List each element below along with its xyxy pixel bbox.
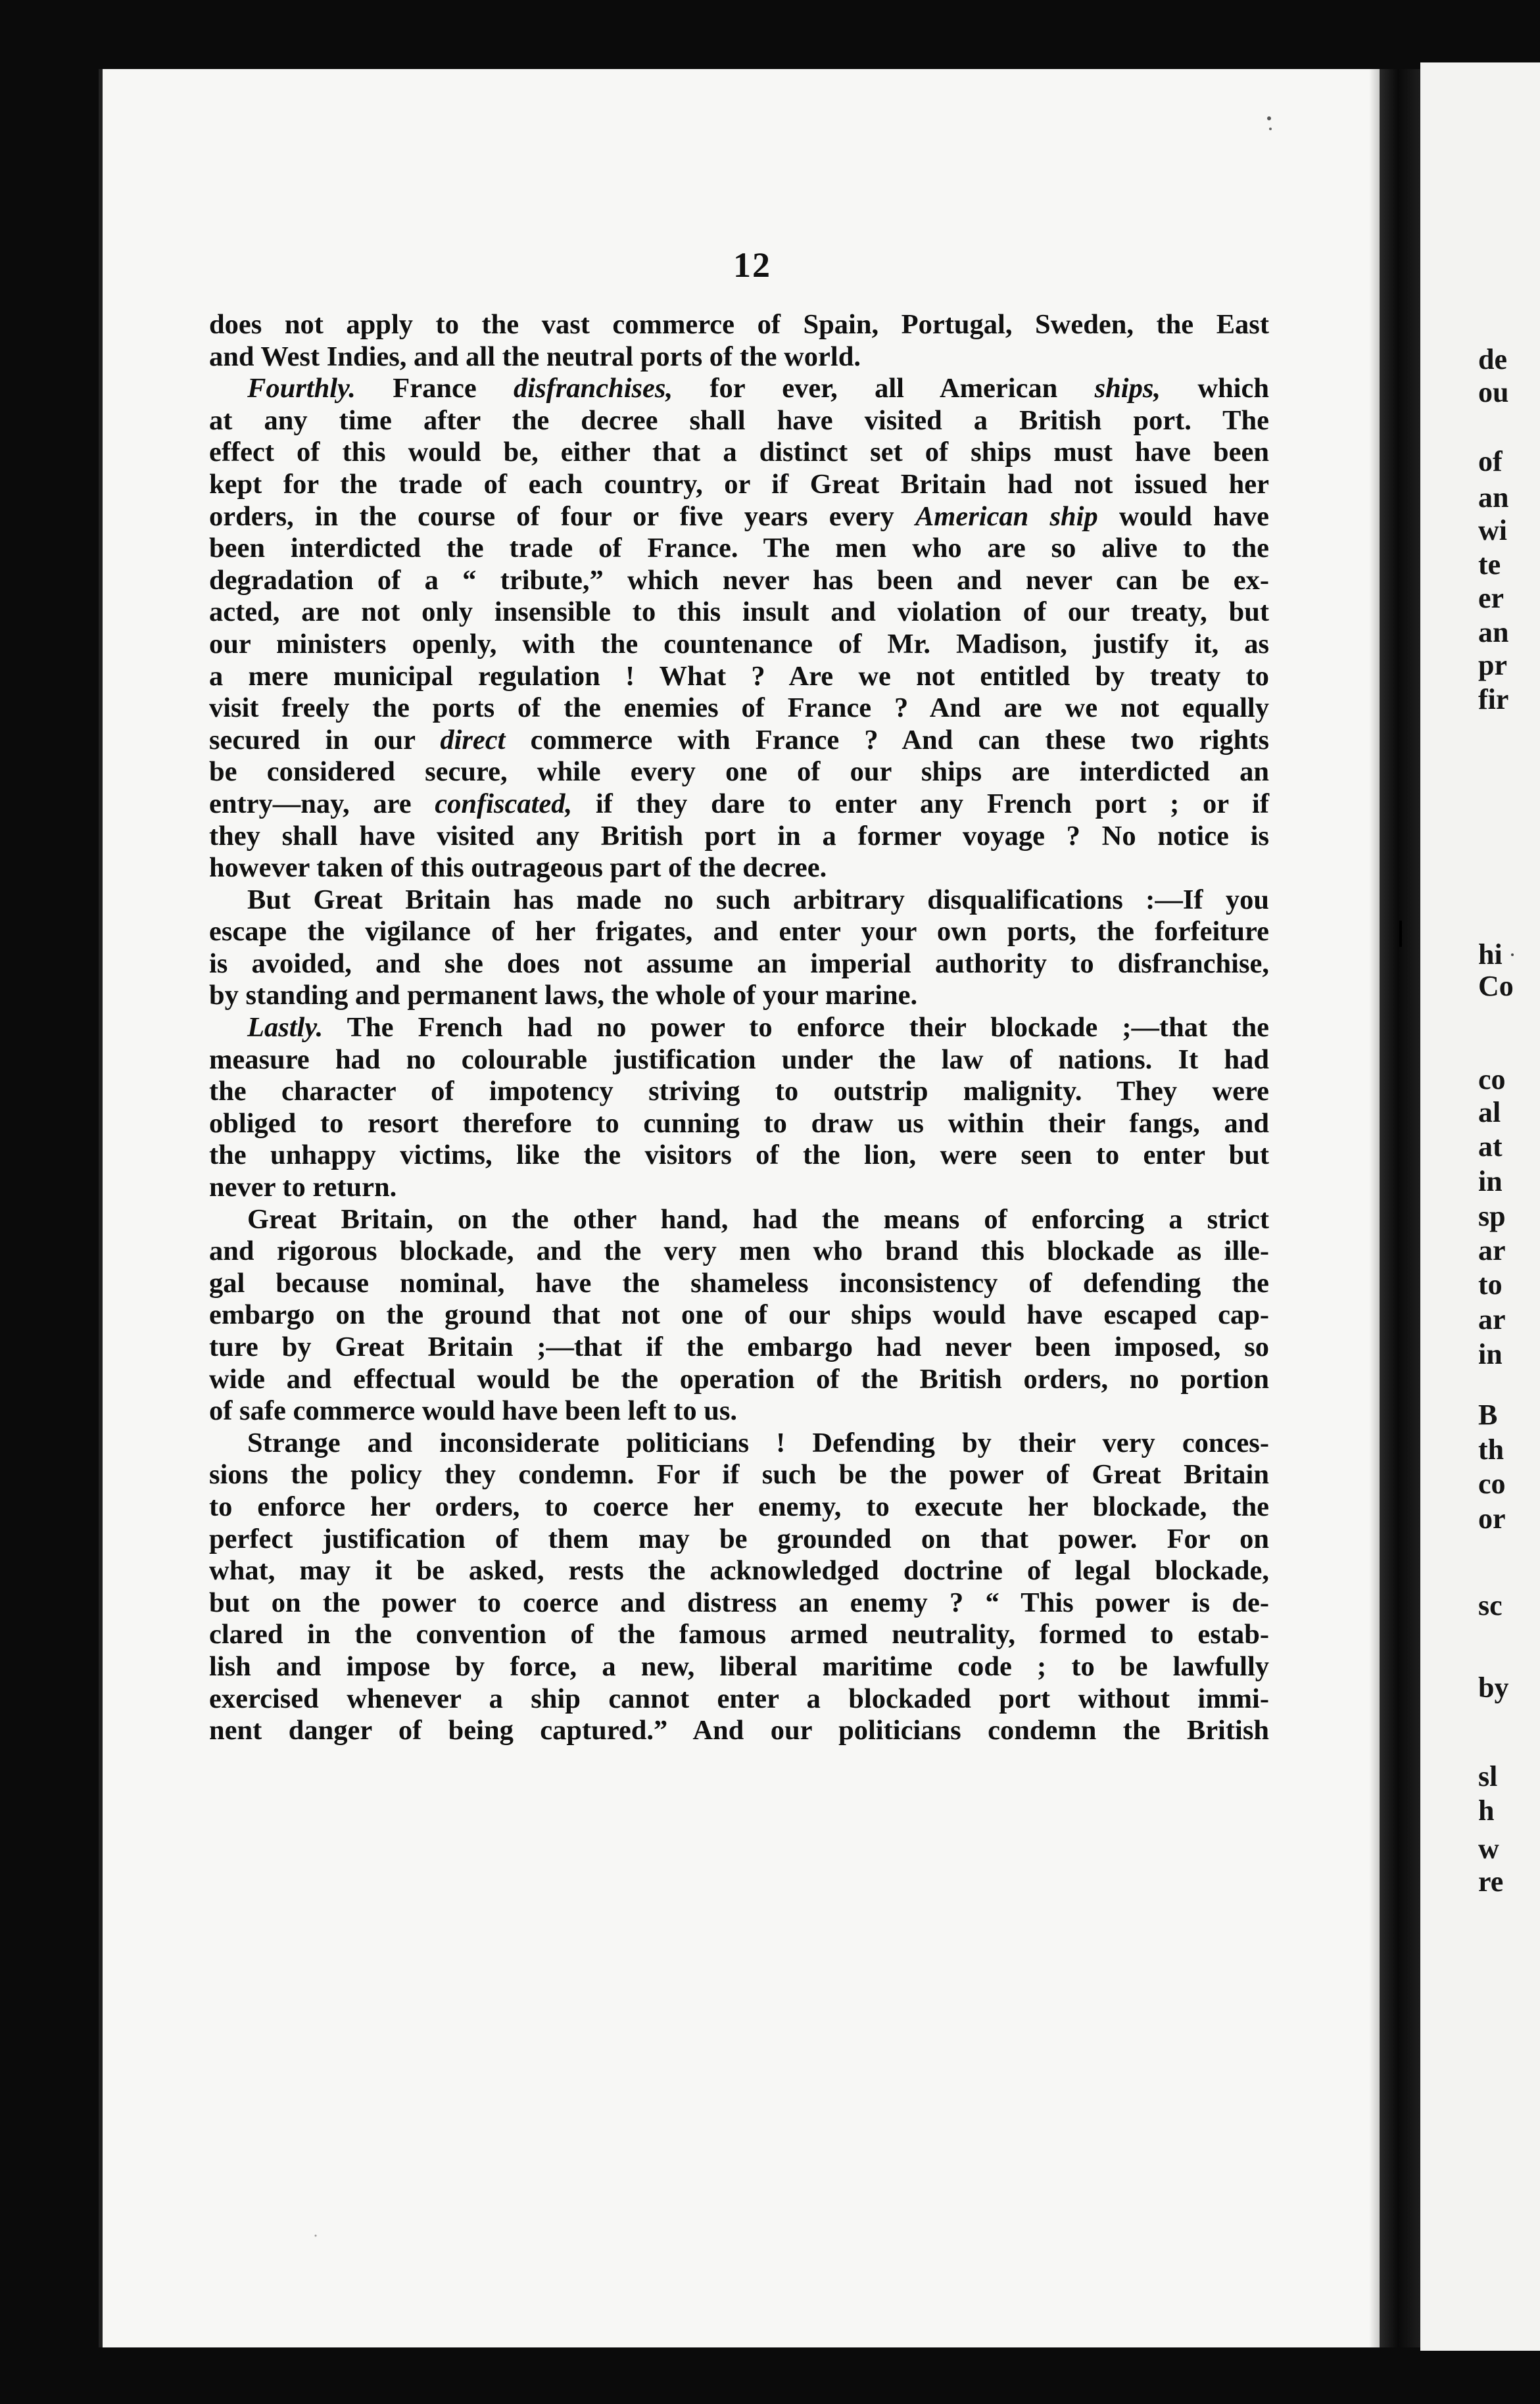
text-run: orders, in the course of four or five years every bbox=[209, 500, 915, 532]
facing-page-fragment: hi bbox=[1478, 938, 1503, 971]
facing-page-fragment: er bbox=[1478, 582, 1504, 614]
facing-page-fragment: sl bbox=[1478, 1760, 1498, 1792]
text-line bbox=[209, 1332, 1269, 1364]
text-run: secured in our bbox=[209, 724, 441, 756]
facing-page-fragment: h bbox=[1478, 1794, 1495, 1827]
text-line bbox=[209, 1140, 1269, 1172]
text-run: been interdicted the trade of France. The men who are so alive to the bbox=[209, 533, 1269, 564]
text-run: embargo on the ground that not one of our ships would have escaped cap- bbox=[209, 1299, 1269, 1331]
text-line bbox=[209, 565, 1269, 597]
text-line bbox=[209, 1459, 1269, 1491]
text-run: of safe commerce would have been left to us. bbox=[209, 1395, 738, 1427]
text-line bbox=[209, 1236, 1269, 1268]
text-run: but on the power to coerce and distress an enemy ? “ This power is de- bbox=[209, 1587, 1269, 1618]
text-run: ture by Great Britain ;—that if the embargo had never been imposed, so bbox=[209, 1332, 1269, 1362]
facing-page-fragment: at bbox=[1478, 1130, 1503, 1163]
text-run: the character of impotency striving to outstrip malignity. They were bbox=[209, 1076, 1269, 1107]
facing-page-fragment: an bbox=[1478, 616, 1509, 648]
facing-page-fragment: by bbox=[1478, 1671, 1509, 1704]
facing-page-fragment: fir bbox=[1478, 683, 1509, 715]
text-line bbox=[209, 341, 1269, 373]
text-line bbox=[209, 852, 1269, 884]
text-line bbox=[209, 1491, 1269, 1524]
text-run: France bbox=[355, 373, 514, 404]
facing-page-fragment: th bbox=[1478, 1433, 1504, 1466]
facing-page-fragment: ou bbox=[1478, 376, 1509, 408]
text-run: commerce with France ? And can these two rights bbox=[505, 724, 1269, 756]
text-line bbox=[209, 1651, 1269, 1683]
facing-page-fragment: pr bbox=[1478, 649, 1507, 681]
text-run: for ever, all American bbox=[673, 373, 1095, 404]
text-run: nent danger of being captured.” And our politicians condemn the British bbox=[209, 1715, 1269, 1746]
italic-text: disfranchises, bbox=[514, 373, 673, 404]
text-run: effect of this would be, either that a distinct set of ships must have been bbox=[209, 437, 1269, 468]
text-run: But Great Britain has made no such arbitrary disqualifications :—If you bbox=[247, 884, 1269, 915]
text-run: acted, are not only insensible to this insult and violation of our treaty, but bbox=[209, 596, 1269, 628]
text-run: sions the policy they condemn. For if such be the power of Great Britain bbox=[209, 1459, 1269, 1491]
text-run: and rigorous blockade, and the very men who brand this blockade as ille- bbox=[209, 1236, 1269, 1267]
text-line bbox=[209, 437, 1269, 469]
text-line bbox=[209, 1587, 1269, 1620]
text-line bbox=[209, 916, 1269, 948]
facing-page-fragment: co bbox=[1478, 1468, 1506, 1500]
text-run: would have bbox=[1097, 500, 1270, 532]
facing-page-fragment: Co bbox=[1478, 970, 1514, 1002]
text-line bbox=[209, 533, 1269, 565]
text-line bbox=[209, 1172, 1269, 1204]
facing-page-fragment: B bbox=[1478, 1399, 1498, 1431]
text-run: the unhappy victims, like the visitors of the lion, were seen to enter but bbox=[209, 1140, 1269, 1171]
facing-page-fragment: sc bbox=[1478, 1589, 1503, 1622]
text-run: lish and impose by force, a new, liberal maritime code ; to be lawfully bbox=[209, 1650, 1269, 1682]
text-line bbox=[209, 1044, 1269, 1076]
text-line bbox=[209, 373, 1269, 405]
text-line bbox=[209, 1395, 1269, 1428]
text-run: obliged to resort therefore to cunning to draw us within their fangs, and bbox=[209, 1107, 1269, 1139]
binding-gutter bbox=[1380, 69, 1420, 2347]
text-run: The French had no power to enforce their blockade ;—that the bbox=[323, 1012, 1269, 1044]
text-line bbox=[209, 501, 1269, 533]
text-line bbox=[209, 629, 1269, 661]
body-text bbox=[209, 309, 1269, 1747]
italic-text: American ship bbox=[915, 500, 1098, 532]
text-line bbox=[209, 1108, 1269, 1140]
text-run: measure had no colourable justification under the law of nations. It had bbox=[209, 1044, 1269, 1075]
text-line bbox=[209, 821, 1269, 853]
facing-page-fragment: ar bbox=[1478, 1234, 1506, 1266]
text-run: perfect justification of them may be grounded on that power. For on bbox=[209, 1523, 1269, 1554]
text-run: a mere municipal regulation ! What ? Are we not entitled by treaty to bbox=[209, 660, 1269, 692]
text-run: which bbox=[1161, 373, 1269, 404]
text-line bbox=[209, 1204, 1269, 1236]
text-run: gal because nominal, have the shameless inconsistency of defending the bbox=[209, 1267, 1269, 1299]
text-line bbox=[209, 788, 1269, 821]
text-line bbox=[209, 1012, 1269, 1044]
text-run: never to return. bbox=[209, 1172, 397, 1203]
facing-page-fragment: co bbox=[1478, 1063, 1506, 1095]
text-run: escape the vigilance of her frigates, and enter your own ports, the forfeiture bbox=[209, 916, 1269, 948]
text-run: Great Britain, on the other hand, had the means of enforcing a strict bbox=[247, 1203, 1269, 1235]
page-number: 12 bbox=[733, 245, 771, 285]
text-line bbox=[209, 948, 1269, 980]
facing-page-fragment: wi bbox=[1478, 514, 1507, 546]
text-run: however taken of this outrageous part of the decree. bbox=[209, 852, 827, 884]
text-line bbox=[209, 1619, 1269, 1651]
facing-page-fragment: al bbox=[1478, 1096, 1501, 1128]
text-line bbox=[209, 884, 1269, 917]
facing-page-fragment: of bbox=[1478, 445, 1503, 477]
text-run: if they dare to enter any French port ; or if bbox=[572, 788, 1269, 819]
text-run: Strange and inconsiderate politicians ! Defending by their very conces- bbox=[247, 1427, 1269, 1458]
text-line bbox=[209, 596, 1269, 629]
text-run: visit freely the ports of the enemies of France ? And are we not equally bbox=[209, 692, 1269, 724]
text-line bbox=[209, 661, 1269, 693]
text-run: they shall have visited any British port in a former voyage ? No notice is bbox=[209, 820, 1269, 852]
text-run: wide and effectual would be the operation of the British orders, no portion bbox=[209, 1363, 1269, 1395]
facing-page-fragment: ar bbox=[1478, 1303, 1506, 1335]
facing-page-fragment: re bbox=[1478, 1865, 1504, 1898]
text-run: what, may it be asked, rests the acknowledged doctrine of legal blockade, bbox=[209, 1555, 1269, 1587]
italic-text: Fourthly. bbox=[247, 373, 356, 404]
facing-page-fragment: in bbox=[1478, 1165, 1503, 1197]
text-line bbox=[209, 405, 1269, 437]
facing-page-fragment: an bbox=[1478, 481, 1509, 514]
text-run: is avoided, and she does not assume an imperial authority to disfranchise, bbox=[209, 948, 1269, 979]
text-line bbox=[209, 309, 1269, 341]
facing-page-fragment: or bbox=[1478, 1502, 1506, 1535]
facing-page-fragment: te bbox=[1478, 548, 1501, 581]
text-line bbox=[209, 692, 1269, 725]
text-line bbox=[209, 469, 1269, 501]
facing-page-fragment: to bbox=[1478, 1268, 1503, 1301]
facing-page-fragment: in bbox=[1478, 1338, 1503, 1370]
italic-text: confiscated, bbox=[435, 788, 573, 819]
text-run: and West Indies, and all the neutral ports of the world. bbox=[209, 341, 861, 372]
text-run: kept for the trade of each country, or if Great Britain had not issued her bbox=[209, 468, 1269, 500]
text-line bbox=[209, 1683, 1269, 1716]
text-line bbox=[209, 1555, 1269, 1587]
text-line bbox=[209, 980, 1269, 1012]
text-line bbox=[209, 1715, 1269, 1747]
text-run: entry—nay, are bbox=[209, 788, 435, 819]
text-line bbox=[209, 1076, 1269, 1108]
text-run: exercised whenever a ship cannot enter a blockaded port without immi- bbox=[209, 1683, 1269, 1714]
text-run: degradation of a “ tribute,” which never has been and never can be ex- bbox=[209, 564, 1269, 596]
italic-text: direct bbox=[440, 724, 506, 756]
text-run: does not apply to the vast commerce of Spain, Portugal, Sweden, the East bbox=[209, 309, 1269, 340]
text-line bbox=[209, 756, 1269, 788]
text-line bbox=[209, 1268, 1269, 1300]
text-run: be considered secure, while every one of our ships are interdicted an bbox=[209, 756, 1269, 788]
facing-page-fragment: w bbox=[1478, 1833, 1499, 1865]
text-run: our ministers openly, with the countenance of Mr. Madison, justify it, as bbox=[209, 628, 1269, 660]
italic-text: Lastly. bbox=[247, 1012, 324, 1044]
text-run: at any time after the decree shall have visited a British port. The bbox=[209, 404, 1269, 436]
text-run: by standing and permanent laws, the whole of your marine. bbox=[209, 980, 918, 1011]
italic-text: ships, bbox=[1094, 373, 1161, 404]
text-line bbox=[209, 1299, 1269, 1332]
text-run: to enforce her orders, to coerce her enemy, to execute her blockade, the bbox=[209, 1491, 1269, 1522]
text-line bbox=[209, 725, 1269, 757]
text-run: clared in the convention of the famous armed neutrality, formed to estab- bbox=[209, 1619, 1269, 1650]
text-line bbox=[209, 1364, 1269, 1396]
facing-page-fragment: de bbox=[1478, 343, 1507, 375]
text-line bbox=[209, 1428, 1269, 1460]
text-line bbox=[209, 1524, 1269, 1556]
facing-page-fragment: sp bbox=[1478, 1200, 1506, 1232]
